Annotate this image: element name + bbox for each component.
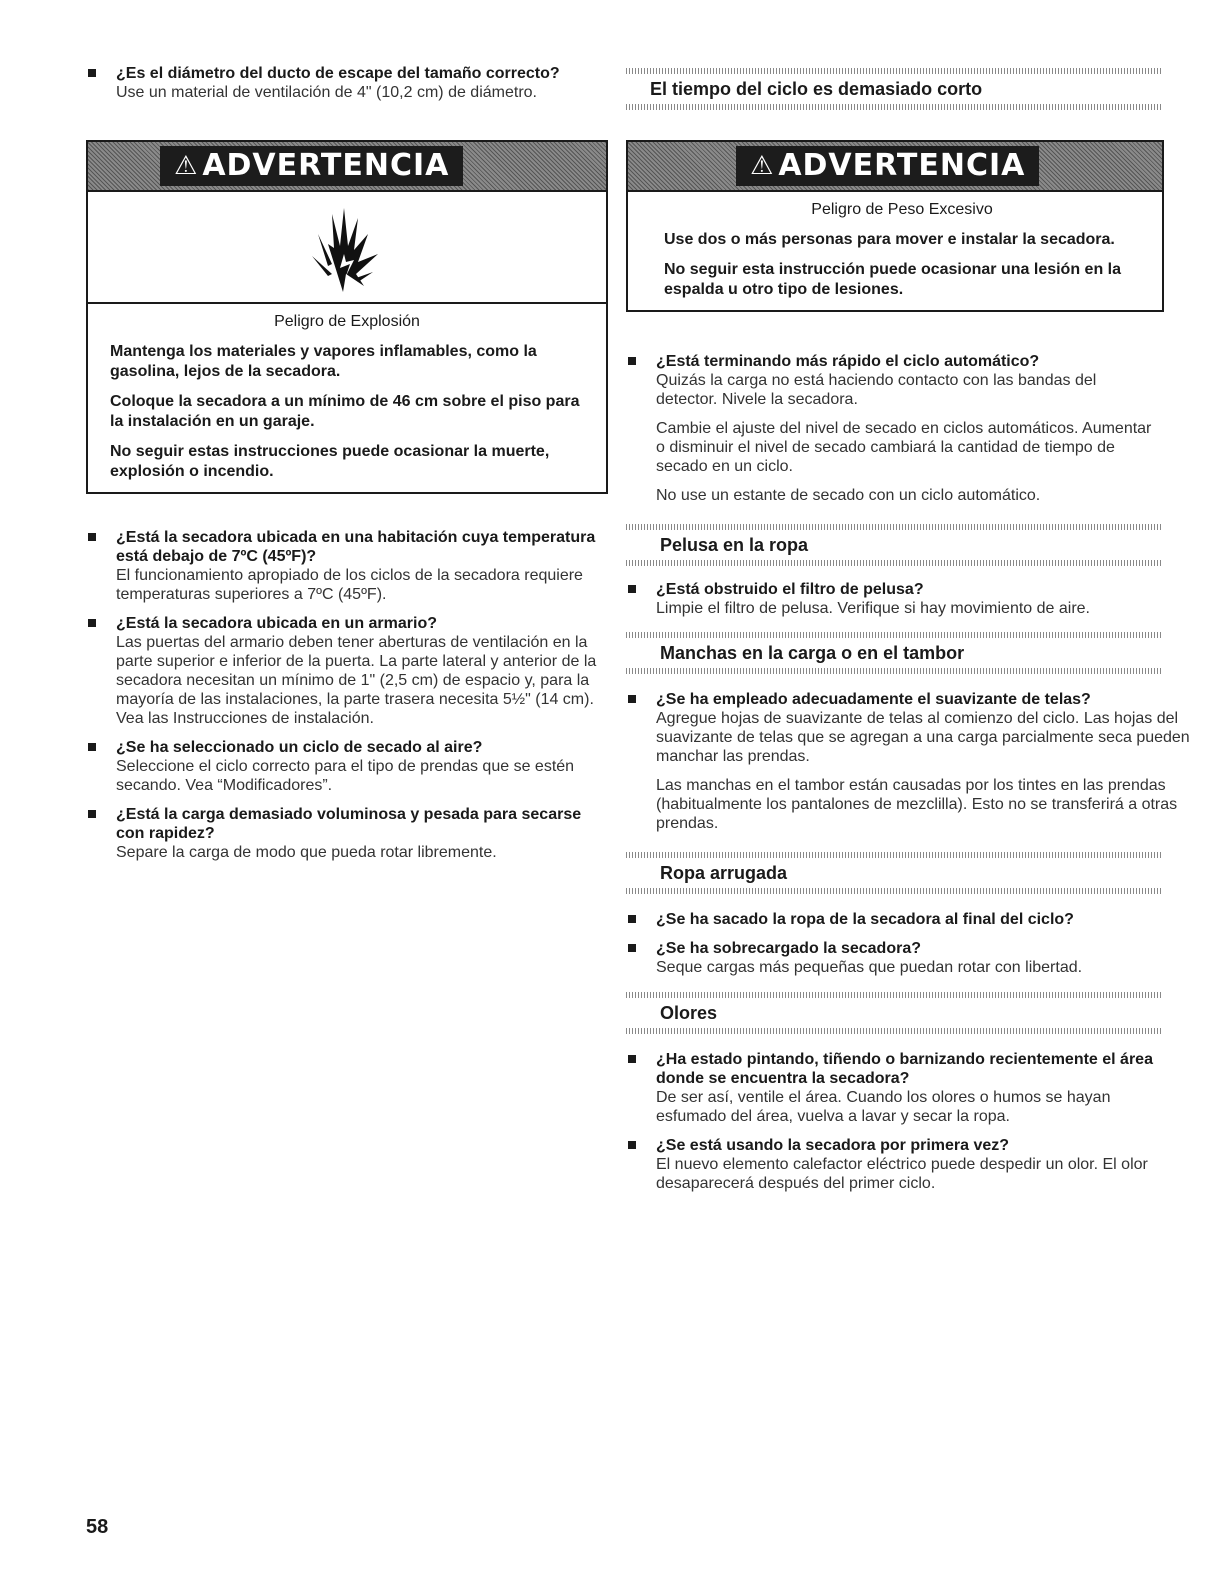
answer: Seque cargas más pequeñas que puedan rotar con libertad. [656,959,1083,976]
question: ¿Está terminando más rápido el ciclo automático? [656,353,1040,370]
page-number: 58 [86,1516,109,1538]
section-header [626,68,1162,110]
answer: Las puertas del armario deben tener aberturas de ventilación en la parte superior e inferior de la puerta. La parte lateral y anterior de la secadora necesitan un mínimo de 1" (2,5 cm) de espacio y, para la mayoría de las instalaciones, la parte trasera necesita 5½" (14 cm). Vea las Instrucciones de instalación. [116,634,597,727]
explosion-icon-row [88,192,606,304]
warning-header [88,142,606,192]
warning-line: No seguir estas instrucciones puede ocasionar la muerte, explosión o incendio. [110,443,550,480]
section-title: El tiempo del ciclo es demasiado corto [650,79,983,99]
warning-label: ⚠ ADVERTENCIA [160,146,463,186]
warning-triangle-icon: ⚠ [750,151,775,181]
answer: De ser así, ventile el área. Cuando los olores o humos se hayan esfumado del área, vuelva a lavar y secar la ropa. [656,1089,1111,1125]
answer: Limpie el filtro de pelusa. Verifique si hay movimiento de aire. [656,600,1090,617]
question: ¿Está la carga demasiado voluminosa y pesada para secarse con rapidez? [116,806,582,842]
bullet-icon [628,1055,636,1063]
bullet-icon [88,810,96,818]
answer-extra: Cambie el ajuste del nivel de secado en ciclos automáticos. Aumentar o disminuir el nivel de secado cambiará la cantidad de tiempo de secado en un ciclo. [656,420,1152,475]
list-item [626,1050,1162,1126]
troubleshoot-list [86,528,608,862]
list-item [86,64,646,102]
section-title: Ropa arrugada [660,863,788,883]
section-header [626,632,1162,674]
divider [626,888,1162,894]
warning-body [628,192,1162,310]
explosion-icon [298,204,388,294]
answer: El nuevo elemento calefactor eléctrico puede despedir un olor. El olor desaparecerá después del primer ciclo. [656,1156,1148,1192]
warning-triangle-icon: ⚠ [174,151,199,181]
answer: Agregue hojas de suavizante de telas al comienzo del ciclo. Las hojas del suavizante de telas que se agregan a una carga parcialmente seca pueden manchar las prendas. [656,710,1190,765]
warning-box-weight [626,140,1164,312]
answer: Quizás la carga no está haciendo contacto con las bandas del detector. Nivele la secadora. [656,372,1097,408]
bullet-icon [628,944,636,952]
list-item [86,528,608,604]
warning-line: No seguir esta instrucción puede ocasionar una lesión en la espalda u otro tipo de lesiones. [664,261,1122,298]
question: ¿Se ha sacado la ropa de la secadora al final del ciclo? [656,911,1074,928]
bullet-icon [88,743,96,751]
answer: El funcionamiento apropiado de los ciclos de la secadora requiere temperaturas superiores a 7ºC (45ºF). [116,567,583,603]
answer: Separe la carga de modo que pueda rotar libremente. [116,844,497,861]
answer: Seleccione el ciclo correcto para el tipo de prendas que se estén secando. Vea “Modificadores”. [116,758,575,794]
section-title: Olores [660,1003,718,1023]
list-item [626,580,1192,618]
list-item [626,352,1162,505]
question: ¿Ha estado pintando, tiñendo o barnizando recientemente el área donde se encuentra la secadora? [656,1051,1153,1087]
divider [626,1028,1162,1034]
section-title: Pelusa en la ropa [660,535,809,555]
section-header [626,524,1162,566]
question: ¿Se está usando la secadora por primera vez? [656,1137,1010,1154]
warning-line: Coloque la secadora a un mínimo de 46 cm sobre el piso para la instalación en un garaje. [110,393,580,430]
bullet-icon [88,619,96,627]
warning-header [628,142,1162,192]
list-item [626,690,1192,833]
question: ¿Está obstruido el filtro de pelusa? [656,581,924,598]
hazard-subtitle: Peligro de Explosión [274,313,420,330]
question: ¿Se ha empleado adecuadamente el suavizante de telas? [656,691,1091,708]
question: ¿Se ha sobrecargado la secadora? [656,940,921,957]
odor-list [626,1050,1162,1193]
auto-cycle-item [626,352,1162,505]
answer-extra: Las manchas en el tambor están causadas por los tintes en las prendas (habitualmente los pantalones de mezclilla). Esto no se transferirá a otras prendas. [656,777,1178,832]
list-item [86,805,608,862]
divider [626,560,1162,566]
answer: Use un material de ventilación de 4" (10,2 cm) de diámetro. [116,84,537,101]
wrinkle-list [626,910,1162,977]
bullet-icon [628,585,636,593]
question: ¿Está la secadora ubicada en una habitación cuya temperatura está debajo de 7ºC (45ºF)? [116,529,596,565]
list-item [626,1136,1162,1193]
warning-body [88,304,606,492]
bullet-icon [88,533,96,541]
warning-box-explosion [86,140,608,494]
question: ¿Se ha seleccionado un ciclo de secado al aire? [116,739,483,756]
list-item [86,738,608,795]
warning-line: Use dos o más personas para mover e instalar la secadora. [664,231,1115,248]
list-item [626,910,1162,929]
list-item [86,614,608,728]
question: ¿Está la secadora ubicada en un armario? [116,615,437,632]
bullet-icon [628,1141,636,1149]
divider [626,104,1162,110]
hazard-subtitle: Peligro de Peso Excesivo [811,201,993,218]
warning-label: ⚠ ADVERTENCIA [736,146,1039,186]
divider [626,668,1162,674]
section-title: Manchas en la carga o en el tambor [660,643,965,663]
section-header [626,852,1162,894]
bullet-icon [628,915,636,923]
bullet-icon [628,695,636,703]
answer-extra: No use un estante de secado con un ciclo automático. [656,487,1041,504]
list-item [626,939,1162,977]
bullet-icon [628,357,636,365]
bullet-icon [88,69,96,77]
warning-line: Mantenga los materiales y vapores inflamables, como la gasolina, lejos de la secadora. [110,343,537,380]
question: ¿Es el diámetro del ducto de escape del tamaño correcto? [116,65,560,82]
section-header [626,992,1162,1034]
